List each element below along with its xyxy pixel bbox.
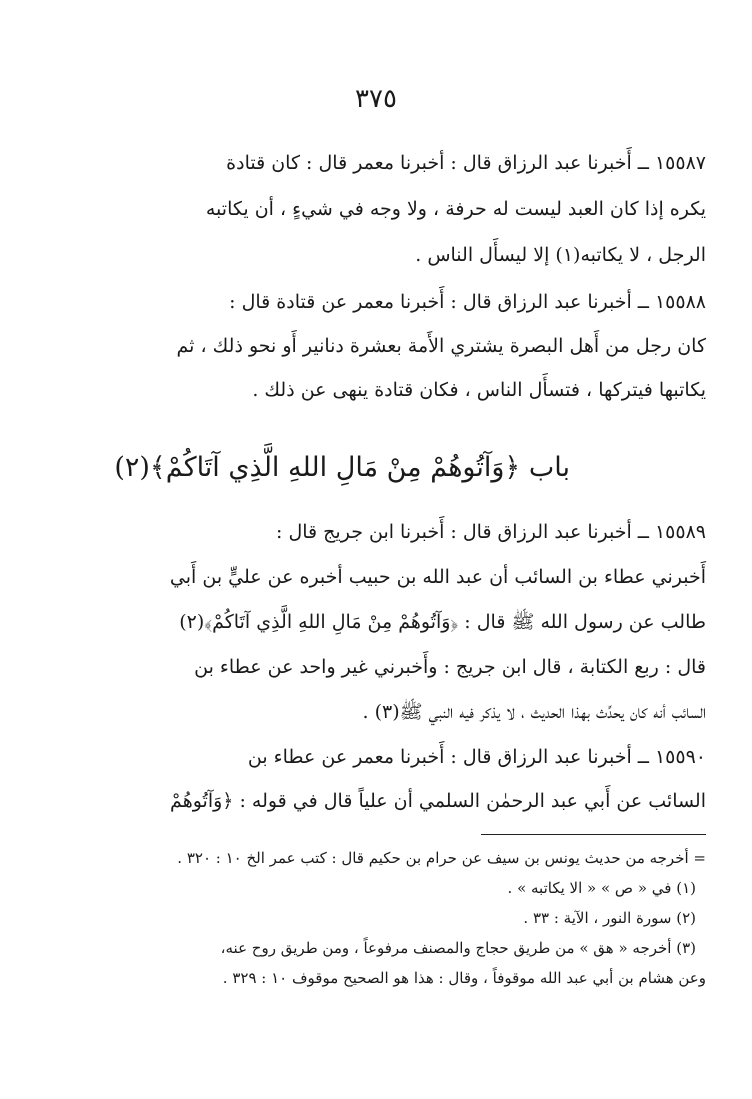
chapter-heading: باب ﴿وَآتُوهُمْ مِنْ مَالِ اللهِ الَّذِي آتَاكُمْ﴾(٢) <box>114 452 570 483</box>
footnote-continuation: = أخرجه من حديث يونس بن سيف عن حرام بن حكيم قال : كتب عمر الخ ١٠ : ٣٢٠ . <box>177 849 706 867</box>
text-line: ١٥٥٨٩ ــ أخبرنا عبد الرزاق قال : أَخبرنا ابن جريج قال : <box>276 521 706 543</box>
text-line: الرجل ، لا يكاتبه(١) إلا ليسأَل الناس . <box>415 244 706 266</box>
text-line: طالب عن رسول الله ﷺ قال : ﴿وَآتُوهُمْ مِنْ مَالِ اللهِ الَّذِي آتَاكُمْ﴾(٢) <box>179 611 706 633</box>
footnote-divider <box>481 834 706 835</box>
text-line: السائب عن أَبي عبد الرحمٰن السلمي أن علياً قال في قوله : ﴿وَآتُوهُمْ <box>170 790 706 812</box>
footnote-3: (٣) أخرجه « هق » من طريق حجاج والمصنف مرفوعاً ، ومن طريق روح عنه، <box>220 939 696 957</box>
text-line: ١٥٥٩٠ ــ أخبرنا عبد الرزاق قال : أَخبرنا معمر عن عطاء بن <box>247 746 706 768</box>
text-line: كان رجل من أَهل البصرة يشتري الأَمة بعشرة دنانير أَو نحو ذلك ، ثم <box>176 335 706 357</box>
text-line: يكره إذا كان العبد ليست له حرفة ، ولا وجه في شيءٍ ، أن يكاتبه <box>205 198 706 220</box>
text-line: يكاتبها فيتركها ، فتسأَل الناس ، فكان قتادة ينهى عن ذلك . <box>252 379 706 401</box>
page-number: ٣٧٥ <box>355 84 397 114</box>
footnote-2: (٢) سورة النور ، الآية : ٣٣ . <box>523 909 696 927</box>
text-line: قال : ربع الكتابة ، قال ابن جريج : وأَخبرني غير واحد عن عطاء بن <box>194 656 706 678</box>
hadith-15587 <box>120 140 706 278</box>
footnote-3-continuation: وعن هشام بن أبي عبد الله موقوفاً ، وقال : هذا هو الصحيح موقوف ١٠ : ٣٢٩ . <box>222 969 706 987</box>
hadith-15588 <box>120 280 706 412</box>
footnotes <box>150 843 706 993</box>
hadith-15589 <box>120 510 706 735</box>
text-line: ١٥٥٨٨ ــ أخبرنا عبد الرزاق قال : أَخبرنا معمر عن قتادة قال : <box>229 291 706 313</box>
footnote-1: (١) في « ص » « الا يكاتبه » . <box>507 879 696 897</box>
text-line: ١٥٥٨٧ ــ أَخبرنا عبد الرزاق قال : أخبرنا معمر قال : كان قتادة <box>226 152 706 174</box>
hadith-15590 <box>120 735 706 823</box>
text-line: السائب أنه كان يحدِّث بهذا الحديث ، لا يذكر فيه النبي ﷺ(٣) . <box>362 701 706 723</box>
text-line: أَخبرني عطاء بن السائب أن عبد الله بن حبيب أخبره عن عليٍّ بن أَبي <box>169 566 706 588</box>
